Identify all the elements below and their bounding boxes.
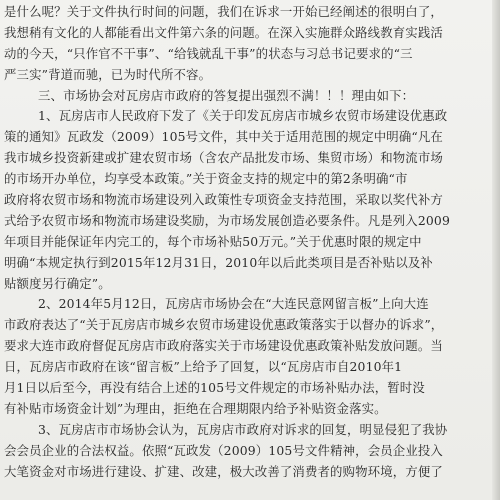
text-line: 月1日以后至今，再没有结合上述的105号文件规定的市场补贴办法，暂时没 xyxy=(4,380,425,396)
text-line: 大笔资金对市场进行建设、扩建、改建，极大改善了消费者的购物环境，方便了 xyxy=(4,463,443,479)
text-line: 市政府表达了“关于瓦房店市城乡农贸市场建设优惠政策落实于以督办的诉求”， xyxy=(4,317,444,333)
text-line: 明确“本规定执行到2015年12月31日，2010年以后此类项目是否补贴以及补 xyxy=(4,254,433,270)
text-line: 年项目并能保证年内完工的，每个市场补贴50万元。”关于优惠时限的规定中 xyxy=(4,233,422,249)
text-line: 严三实”背道而驰，已为时代所不容。 xyxy=(4,66,212,82)
text-line: 动的今天，“只作官不干事”、“给钱就乱干事”的状态与习总书记要求的“三 xyxy=(4,45,413,61)
text-line: 我想稍有文化的人都能看出文件第六条的问题。在深入实施群众路线教育实践活 xyxy=(4,24,443,40)
text-line: 政府将农贸市场和物流市场建设列入政策性专项资金支持范围，采取以奖代补方 xyxy=(4,192,443,208)
text-line: 会会员企业的合法权益。依照“瓦政发（2009）105号文件精神，会员企业投入 xyxy=(4,442,443,458)
text-line: 的市场开办单位，均享受本政策。”关于资金支持的规定中的第2条明确“市 xyxy=(4,171,408,187)
paragraph-first-line: 2、2014年5月12日，瓦房店市场协会在“大连民意网留言板”上向大连 xyxy=(38,296,429,312)
text-line: 日，瓦房店市政府在该“留言板”上给予了回复，以“瓦房店市自2010年1 xyxy=(4,359,403,375)
text-line: 是什么呢？关于文件执行时间的问题，我们在诉求一开始已经阐述的很明白了， xyxy=(4,4,443,19)
text-line: 式给予农贸市场和物流市场建设奖励，为市场发展创造必要条件。凡是列入2009 xyxy=(4,212,450,228)
text-line: 要求大连市政府督促瓦房店市政府落实关于市场建设优惠政策补贴发放问题。当 xyxy=(4,338,443,354)
text-line: 策的通知》瓦政发（2009）105号文件，其中关于适用范围的规定中明确“凡在 xyxy=(4,129,443,145)
section-heading: 三、市场协会对瓦房店市政府的答复提出强烈不满！！！理由如下： xyxy=(38,87,415,103)
paragraph-first-line: 3、瓦房店市市场协会认为，瓦房店市政府对诉求的回复，明显侵犯了我协 xyxy=(38,421,448,437)
paragraph-first-line: 1、瓦房店市人民政府下发了《关于印发瓦房店市城乡农贸市场建设优惠政 xyxy=(38,108,448,124)
text-line: 我市城乡投资新建或扩建农贸市场（含农产品批发市场、集贸市场）和物流市场 xyxy=(4,150,443,166)
text-line: 有补贴市场资金计划”为理由，拒绝在合理期限内给予补贴资金落实。 xyxy=(4,400,387,416)
text-line: 贴额度另行确定”。 xyxy=(4,275,111,291)
page-edge-shadow xyxy=(492,0,500,500)
document-body xyxy=(4,2,490,482)
